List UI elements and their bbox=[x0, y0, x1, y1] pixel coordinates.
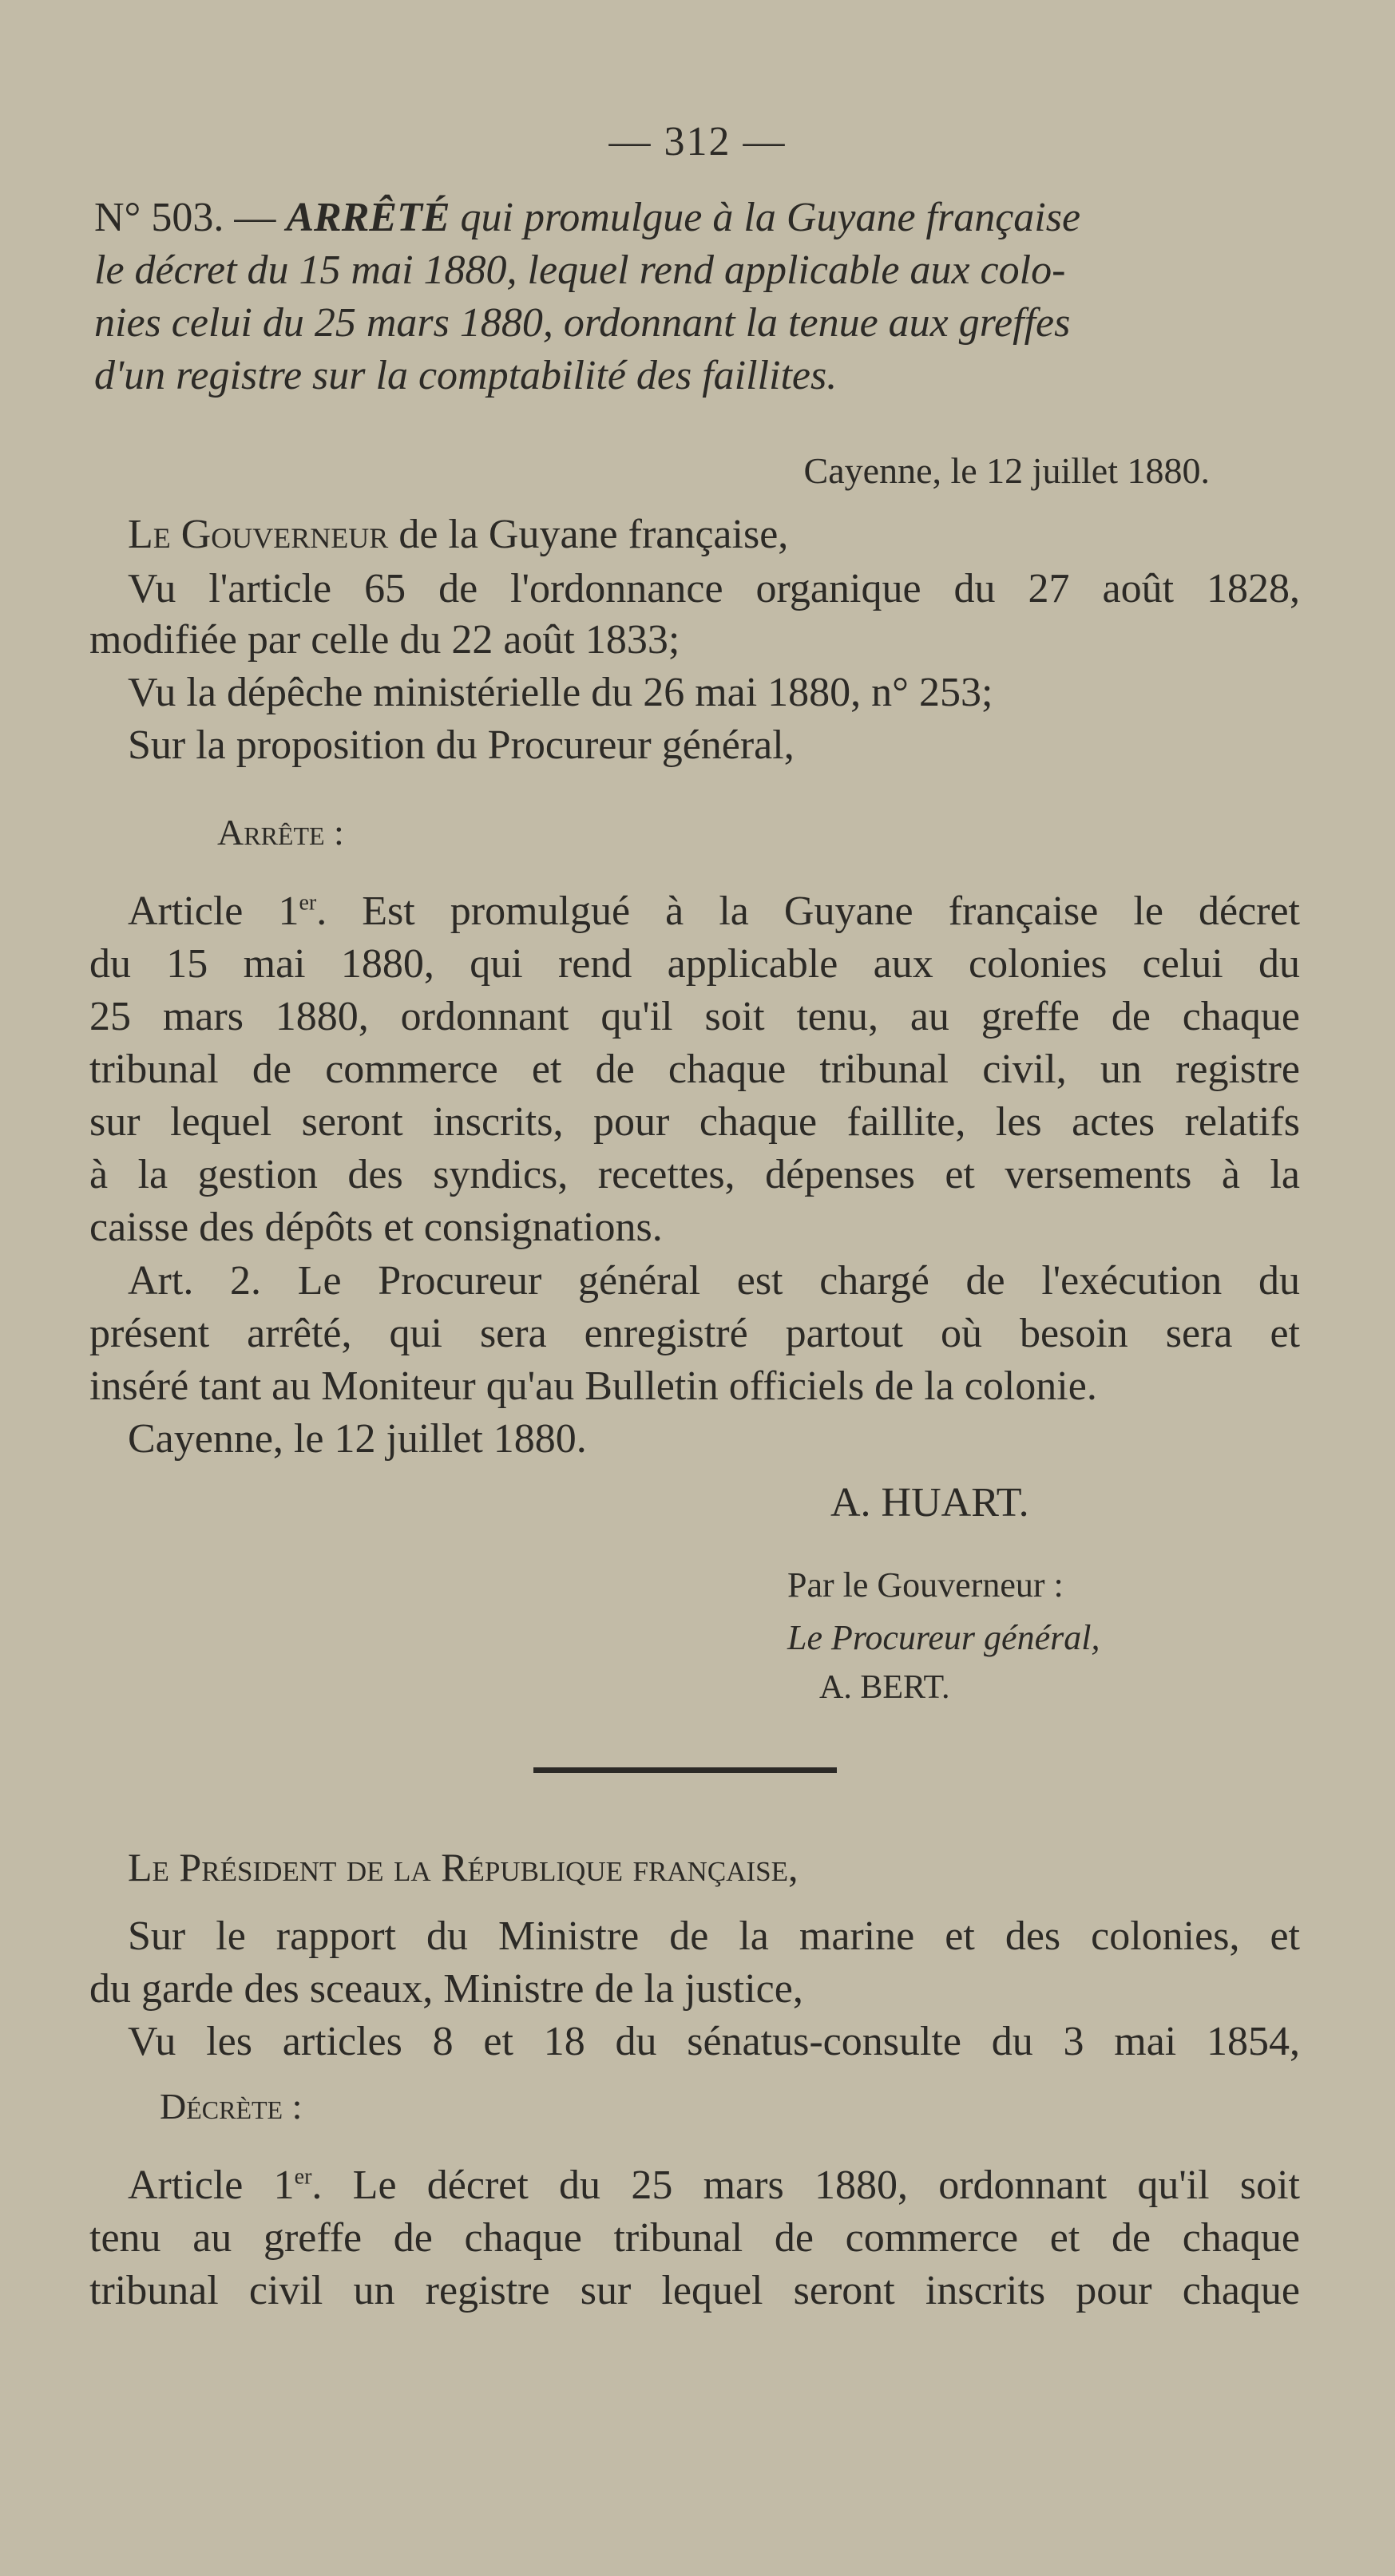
article1b-line-1 bbox=[128, 2162, 1300, 2209]
signature-by: Par le Gouverneur : bbox=[787, 1565, 1064, 1605]
article1-line-4: tribunal de commerce et de chaque tribunal civil, un registre bbox=[89, 1047, 1300, 1092]
president-heading: Le Président de la République française, bbox=[128, 1845, 799, 1889]
decree-heading bbox=[94, 192, 1292, 402]
vu1-line-2: modifiée par celle du 22 août 1833; bbox=[89, 617, 680, 663]
section-divider bbox=[533, 1767, 837, 1773]
article1b-line-1-rest: . Le décret du 25 mars 1880, ordonnant qu'il soit bbox=[311, 2162, 1300, 2208]
governor-rest: de la Guyane française, bbox=[388, 512, 789, 557]
heading-line-4: d'un registre sur la comptabilité des faillites. bbox=[94, 353, 838, 398]
vu2-line: Vu la dépêche ministérielle du 26 mai 1880, n° 253; bbox=[128, 670, 993, 715]
governor-title: Le Gouverneur bbox=[128, 512, 389, 557]
signature-name-2: A. BERT. bbox=[819, 1669, 950, 1706]
vu3-line: Vu les articles 8 et 18 du sénatus-consulte du 3 mai 1854, bbox=[128, 2019, 1300, 2064]
decrete-heading: Décrète : bbox=[160, 2086, 303, 2127]
heading-line-1-rest: qui promulgue à la Guyane française bbox=[450, 195, 1081, 240]
article2-line-3: inséré tant au Moniteur qu'au Bulletin officiels de la colonie. bbox=[89, 1363, 1097, 1409]
page-number: — 312 — bbox=[608, 119, 787, 164]
article1b-line-3: tribunal civil un registre sur lequel seront inscrits pour chaque bbox=[89, 2268, 1300, 2313]
decree-type: ARRÊTÉ bbox=[286, 195, 450, 240]
signature-name: A. HUART. bbox=[830, 1480, 1029, 1525]
closing-date: Cayenne, le 12 juillet 1880. bbox=[128, 1416, 587, 1462]
proposition-line: Sur la proposition du Procureur général, bbox=[128, 722, 795, 768]
article1b-label: Article 1 bbox=[128, 2162, 295, 2208]
article1-line-7: caisse des dépôts et consignations. bbox=[89, 1205, 663, 1250]
article1-superscript: er bbox=[299, 890, 317, 916]
article1-line-1 bbox=[128, 888, 1300, 935]
heading-line-3: nies celui du 25 mars 1880, ordonnant la tenue aux greffes bbox=[94, 300, 1071, 346]
place-date: Cayenne, le 12 juillet 1880. bbox=[803, 450, 1210, 491]
rapport-line-2: du garde des sceaux, Ministre de la justice, bbox=[89, 1966, 803, 2012]
article2-line-2: présent arrêté, qui sera enregistré partout où besoin sera et bbox=[89, 1311, 1300, 1356]
rapport-line-1: Sur le rapport du Ministre de la marine et des colonies, et bbox=[128, 1913, 1300, 1959]
article1-line-6: à la gestion des syndics, recettes, dépenses et versements à la bbox=[89, 1152, 1300, 1197]
heading-line-1 bbox=[94, 192, 1292, 244]
heading-line-2: le décret du 15 mai 1880, lequel rend applicable aux colo- bbox=[94, 247, 1066, 293]
article1-line-5: sur lequel seront inscrits, pour chaque faillite, les actes relatifs bbox=[89, 1099, 1300, 1145]
decree-number: N° 503. — bbox=[94, 195, 276, 240]
article1-line-2: du 15 mai 1880, qui rend applicable aux colonies celui du bbox=[89, 941, 1300, 987]
signature-role: Le Procureur général, bbox=[787, 1618, 1100, 1657]
governor-line bbox=[128, 511, 1341, 558]
article1-label: Article 1 bbox=[128, 888, 299, 934]
article1b-line-2: tenu au greffe de chaque tribunal de commerce et de chaque bbox=[89, 2215, 1300, 2261]
article1-line-1-rest: . Est promulgué à la Guyane française le décret bbox=[316, 888, 1301, 934]
arrete-heading: Arrête : bbox=[217, 812, 344, 853]
article1-line-3: 25 mars 1880, ordonnant qu'il soit tenu, au greffe de chaque bbox=[89, 994, 1300, 1039]
article1b-superscript: er bbox=[294, 2164, 312, 2190]
vu1-line-1: Vu l'article 65 de l'ordonnance organique du 27 août 1828, bbox=[128, 566, 1300, 611]
article2-line-1: Art. 2. Le Procureur général est chargé de l'exécution du bbox=[128, 1258, 1300, 1304]
